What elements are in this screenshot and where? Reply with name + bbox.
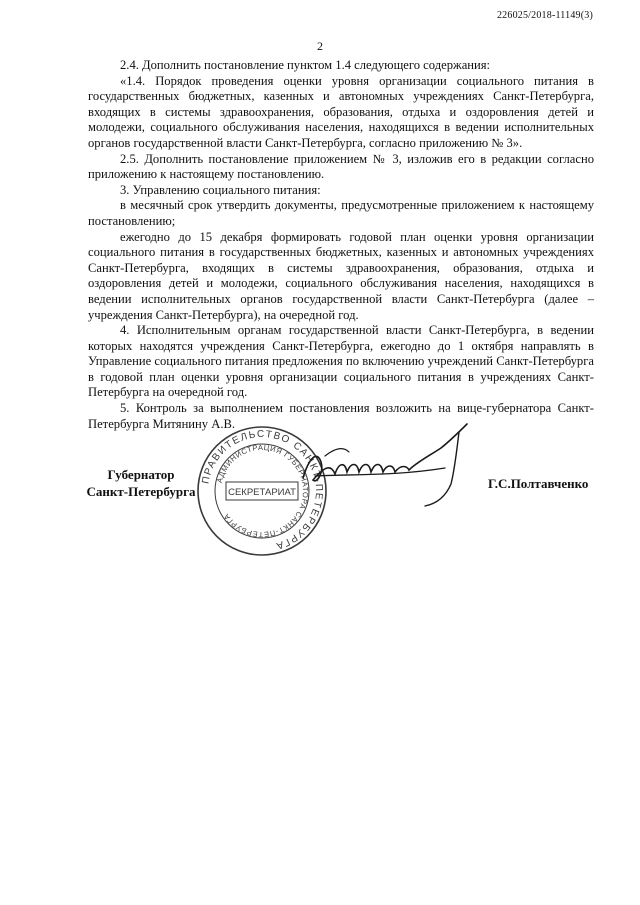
page-number: 2 [317, 39, 323, 53]
document-body [88, 58, 594, 432]
governor-name: Г.С.Полтавченко [488, 476, 589, 491]
paragraph-3-item-2: ежегодно до 15 декабря формировать годовой план оценки уровня организации социального питания в государственных бюджетных, казенных и автономных учреждениях Санкт-Петербурга, входящих в системы здравоохранения, образования, отдыха и оздоровления детей и молодежи, социального обслуживания населения, находящихся в ведении исполнительных органов государственной власти Санкт-Петербурга (далее – учреждения Санкт-Петербурга), на очередной год. [88, 229, 594, 322]
stamp-inner-text: АДМИНИСТРАЦИЯ ГУБЕРНАТОРА САНКТ-ПЕТЕРБУРГА [214, 442, 311, 540]
stamp-outer-text: ПРАВИТЕЛЬСТВО САНКТ-ПЕТЕРБУРГА [200, 428, 325, 552]
governor-title-line1: Губернатор [107, 467, 175, 482]
paragraph-2-5: 2.5. Дополнить постановление приложением № 3, изложив его в редакции согласно приложению к настоящему постановлению. [88, 151, 594, 182]
paragraph-3-item-1: в месячный срок утвердить документы, предусмотренные приложением к настоящему постановлению; [88, 198, 594, 228]
governor-title [86, 466, 196, 500]
paragraph-2-4: 2.4. Дополнить постановление пунктом 1.4 следующего содержания: [120, 58, 491, 72]
paragraph-4: 4. Исполнительным органам государственной власти Санкт-Петербурга, в ведении которых находятся учреждения Санкт-Петербурга, ежегодно до 1 октября направлять в Управление социального питания предложения по включению учреждений Санкт-Петербурга в годовой план оценки уровня организации социального питания в учреждениях Санкт-Петербурга на очередной год. [88, 323, 594, 400]
handwritten-signature [295, 418, 475, 508]
stamp-center-text: СЕКРЕТАРИАТ [228, 487, 296, 498]
governor-title-line2: Санкт-Петербурга [86, 484, 196, 499]
paragraph-3: 3. Управлению социального питания: [120, 182, 321, 197]
document-number: 226025/2018-11149(3) [496, 10, 593, 21]
paragraph-5: 5. Контроль за выполнением постановления возложить на вице-губернатора Санкт-Петербурга Митянину А.В. [88, 401, 594, 431]
paragraph-1-4-quote: «1.4. Порядок проведения оценки уровня организации социального питания в государственных бюджетных, казенных и автономных учреждениях Санкт-Петербурга, входящих в системы здравоохранения, образования, отдыха и оздоровления детей и молодежи, социального обслуживания населения, находящихся в ведении исполнительных органов государственной власти Санкт-Петербурга, согласно приложению № 3». [88, 73, 594, 150]
